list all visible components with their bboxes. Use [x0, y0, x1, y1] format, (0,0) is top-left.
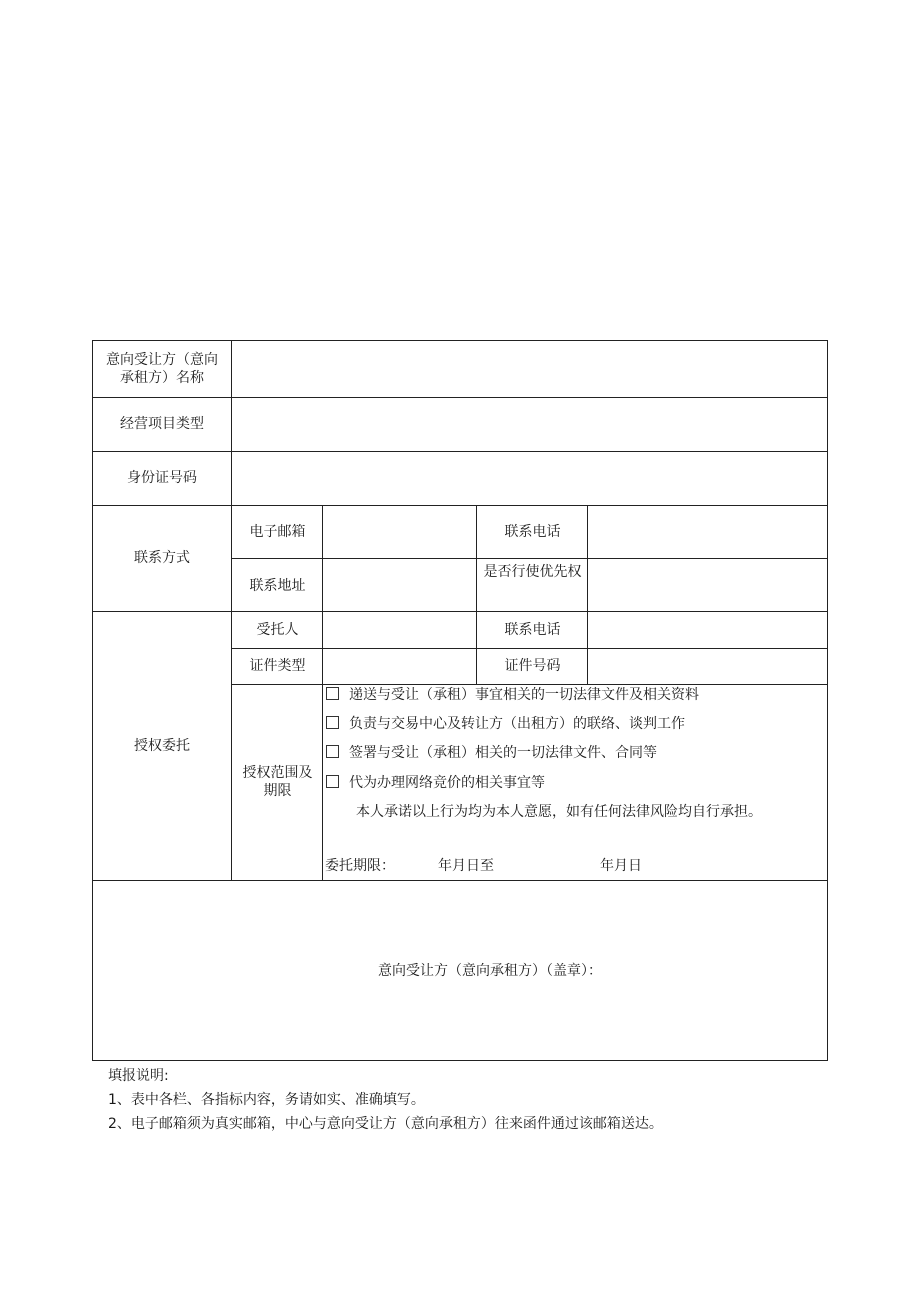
option-label: 代为办理网络竞价的相关事宜等 [349, 775, 545, 791]
label-line: 授权范围及 [242, 765, 313, 781]
table-border-right [827, 340, 828, 1061]
label-agent-phone: 联系电话 [504, 622, 561, 638]
label-authorization-section: 授权委托 [134, 738, 190, 754]
checkbox[interactable] [326, 687, 339, 700]
field-contact-phone[interactable] [588, 506, 827, 558]
scope-option-sign-documents[interactable] [326, 744, 657, 762]
table-border-bottom [92, 1060, 828, 1061]
field-priority-right[interactable] [588, 559, 827, 611]
label-agent: 受托人 [256, 622, 299, 638]
label-line: 期限 [263, 783, 292, 799]
field-cert-type[interactable] [323, 649, 476, 684]
label-contact-phone: 联系电话 [504, 524, 561, 540]
entrust-period-from: 年月日至 [438, 858, 494, 874]
instructions-title: 填报说明: [108, 1068, 169, 1084]
field-email[interactable] [323, 506, 476, 558]
commitment-statement: 本人承诺以上行为均为本人意愿，如有任何法律风险均自行承担。 [356, 804, 762, 820]
label-business-type: 经营项目类型 [120, 416, 204, 432]
label-id-number: 身份证号码 [127, 470, 197, 486]
field-id-number[interactable] [232, 452, 827, 505]
scope-option-deliver-documents[interactable] [326, 686, 699, 704]
label-line: 承租方）名称 [120, 370, 204, 386]
entrust-period-to: 年月日 [600, 858, 642, 874]
field-applicant-name[interactable] [232, 341, 827, 397]
checkbox[interactable] [326, 775, 339, 788]
option-label: 负责与交易中心及转让方（出租方）的联络、谈判工作 [349, 716, 685, 732]
field-business-type[interactable] [232, 398, 827, 451]
label-contact-section: 联系方式 [134, 550, 190, 566]
label-applicant-name [92, 351, 232, 387]
label-priority-right: 是否行使优先权 [483, 564, 582, 580]
checkbox[interactable] [326, 716, 339, 729]
scope-option-negotiation[interactable] [326, 715, 685, 733]
instruction-item: 2、电子邮箱须为真实邮箱，中心与意向受让方（意向承租方）往来函件通过该邮箱送达。 [108, 1116, 663, 1132]
label-cert-number: 证件号码 [504, 658, 561, 674]
label-scope-and-period [232, 764, 323, 800]
option-label: 签署与受让（承租）相关的一切法律文件、合同等 [349, 745, 657, 761]
field-cert-number[interactable] [588, 649, 827, 684]
label-cert-type: 证件类型 [249, 658, 306, 674]
application-form-table [92, 340, 828, 1061]
filling-instructions [108, 1064, 663, 1136]
scope-option-online-bidding[interactable] [326, 774, 545, 792]
field-agent-phone[interactable] [588, 612, 827, 648]
instruction-item: 1、表中各栏、各指标内容，务请如实、准确填写。 [108, 1092, 425, 1108]
stamp-label: 意向受让方（意向承租方）（盖章）： [378, 963, 602, 979]
label-address: 联系地址 [249, 578, 306, 594]
label-entrust-period: 委托期限： [325, 858, 395, 874]
option-label: 递送与受让（承租）事宜相关的一切法律文件及相关资料 [349, 687, 699, 703]
label-line: 意向受让方（意向 [106, 352, 218, 368]
field-address[interactable] [323, 559, 476, 611]
label-email: 电子邮箱 [249, 524, 306, 540]
stamp-area[interactable] [93, 881, 827, 1060]
row-divider [231, 684, 828, 685]
field-agent[interactable] [323, 612, 476, 648]
checkbox[interactable] [326, 745, 339, 758]
